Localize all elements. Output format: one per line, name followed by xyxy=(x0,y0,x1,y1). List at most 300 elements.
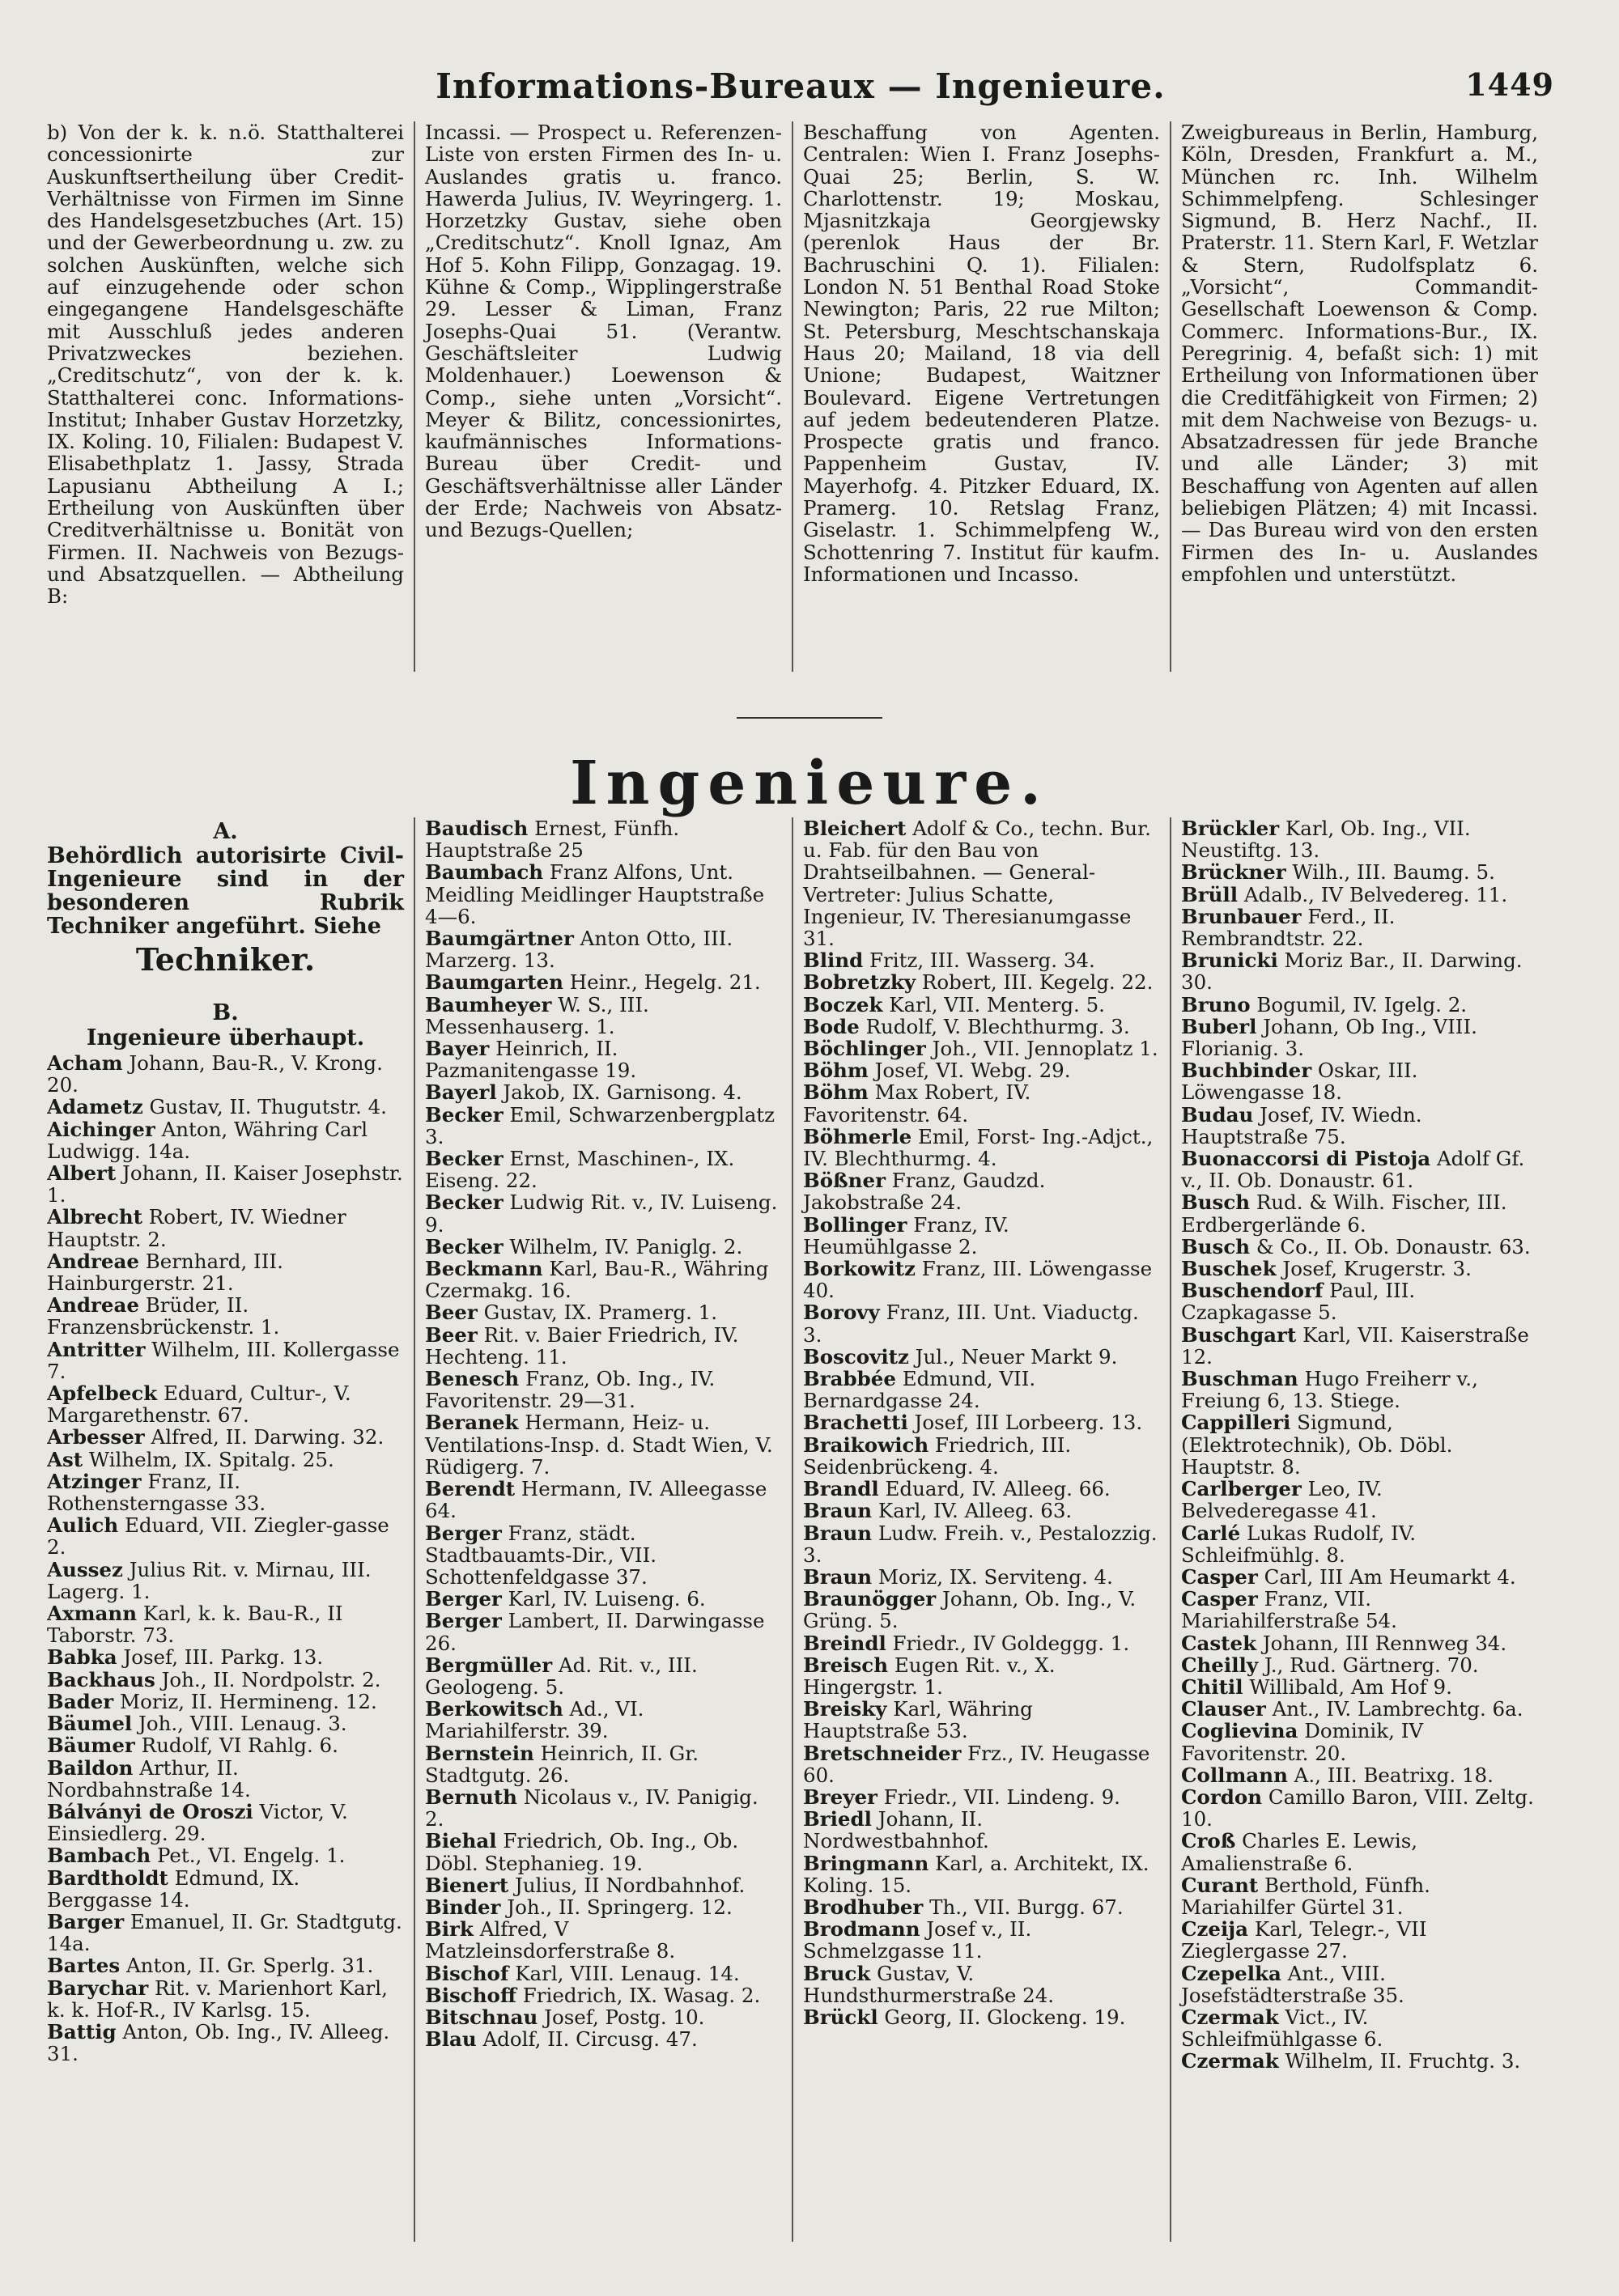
directory-entry xyxy=(803,1566,1160,1588)
entry-list xyxy=(47,1052,404,2065)
entry-details: Frz., IV. Heugasse 60. xyxy=(803,1741,1150,1787)
entry-details: Friedr., VII. Lindeng. 9. xyxy=(877,1785,1120,1809)
entry-name: Bobretzky xyxy=(803,970,916,995)
top-column-2-text: Incassi. — Prospect u. Referenzen-Liste von ersten Firmen des In- u. Auslandes gratis u. franco. Hawerda Julius, IV. Weyringerg. 1. Horzetzky Gustav, siehe oben „Creditschutz“. Knoll Ignaz, Am Hof 5. Kohn Filipp, Gonzagag. 19. Kühne & Comp., Wipplingerstraße 29. Lesser & Liman, Franz Josephs-Quai 51. (Verantw. Geschäftsleiter Ludwig Moldenhauer.) Loewenson & Comp., siehe unten „Vorsicht“. Meyer & Bilitz, concessionirtes, kaufmännisches Informations-Bureau über Credit- und Geschäftsverhältnisse aller Länder der Erde; Nachweis von Absatz- und Bezugs-Quellen; xyxy=(425,121,782,542)
entry-details: Wilhelm, II. Fruchtg. 3. xyxy=(1278,2049,1521,2073)
directory-entry xyxy=(47,1118,404,1162)
directory-entry xyxy=(803,1853,1160,1896)
entry-name: Bardtholdt xyxy=(47,1865,168,1890)
subsection-b-heading: B. xyxy=(212,1000,239,1025)
top-column-2 xyxy=(414,121,792,672)
directory-entry xyxy=(1181,2050,1538,2072)
entry-name: Cappilleri xyxy=(1181,1411,1291,1435)
entry-name: Bernstein xyxy=(425,1741,534,1765)
entry-name: Borovy xyxy=(803,1301,880,1325)
directory-entry xyxy=(803,1963,1160,2006)
entry-name: Bruno xyxy=(1181,992,1251,1016)
entry-details: Anton, II. Gr. Sperlg. 31. xyxy=(120,1954,374,1978)
directory-entry xyxy=(803,1368,1160,1411)
directory-entry xyxy=(803,1896,1160,1918)
directory-entry xyxy=(803,1081,1160,1125)
entry-details: Ad., VI. Mariahilferstr. 39. xyxy=(425,1697,644,1743)
directory-entry xyxy=(47,1514,404,1558)
directory-entry xyxy=(47,1382,404,1426)
entry-details: Adolf & Co., techn. Bur. u. Fab. für den Bau von Drahtseilbahnen. — General-Vertreter: Julius Schatte, Ingenieur, IV. Theresianumgasse 31. xyxy=(803,817,1151,951)
entry-details: Franz, II. Rothensterngasse 33. xyxy=(47,1469,266,1516)
entry-name: Briedl xyxy=(803,1807,872,1831)
entry-details: Johann, Ob. Ing., V. Grüng. 5. xyxy=(803,1587,1137,1633)
entry-name: Bienert xyxy=(425,1873,509,1897)
entry-name: Baildon xyxy=(47,1755,134,1780)
entry-name: Andreae xyxy=(47,1293,139,1318)
entry-details: Emil, Schwarzenbergplatz 3. xyxy=(425,1102,776,1148)
entry-details: Charles E. Lewis, Amalienstraße 6. xyxy=(1181,1829,1418,1875)
entry-name: Bayer xyxy=(425,1037,490,1061)
entry-name: Beer xyxy=(425,1301,478,1325)
entry-details: Sigmund, (Elektrotechnik), Ob. Döbl. Hauptstr. 8. xyxy=(1181,1411,1453,1479)
directory-entry xyxy=(1181,884,1538,906)
section-title: Ingenieure. xyxy=(570,749,1049,818)
entry-name: Borkowitz xyxy=(803,1257,916,1281)
entry-details: Karl, Währing Hauptstraße 53. xyxy=(803,1697,1033,1743)
entry-details: Johann, Ob Ing., VIII. Florianig. 3. xyxy=(1181,1014,1477,1061)
directory-entry xyxy=(425,1610,782,1653)
entry-details: Johann, Bau-R., V. Krong. 20. xyxy=(47,1051,383,1097)
entry-details: Franz, Ob. Ing., IV. Favoritenstr. 29—31. xyxy=(425,1367,716,1413)
entry-details: Heinrich, II. Pazmanitengasse 19. xyxy=(425,1037,637,1083)
top-column-1 xyxy=(47,121,414,672)
entry-details: Franz, städt. Stadtbauamts-Dir., VII. Schottenfeldgasse 37. xyxy=(425,1521,657,1589)
entry-name: Berger xyxy=(425,1609,502,1633)
entry-details: Rud. & Wilh. Fischer, III. Erdbergerlände 6. xyxy=(1181,1190,1507,1237)
entry-name: Becker xyxy=(425,1102,504,1127)
entry-name: Bischof xyxy=(425,1961,509,1985)
entry-name: Bálványi de Oroszi xyxy=(47,1799,253,1823)
entry-details: Franz, VII. Mariahilferstraße 54. xyxy=(1181,1587,1397,1633)
entry-details: Joh., II. Springerg. 12. xyxy=(500,1895,733,1919)
directory-entry xyxy=(47,1954,404,1976)
entry-details: Karl, a. Architekt, IX. Koling. 15. xyxy=(803,1851,1149,1897)
directory-entry xyxy=(47,2021,404,2065)
entry-details: Robert, III. Kegelg. 22. xyxy=(916,970,1154,995)
entry-details: Lukas Rudolf, IV. Schleifmühlg. 8. xyxy=(1181,1521,1416,1567)
entry-details: W. S., III. Messenhauserg. 1. xyxy=(425,992,649,1038)
entry-name: Blind xyxy=(803,949,864,973)
entry-name: Bößner xyxy=(803,1169,886,1193)
entry-details: Karl, IV. Alleeg. 63. xyxy=(872,1499,1073,1523)
entry-details: Josef, III Lorbeerg. 13. xyxy=(907,1411,1143,1435)
entry-details: Fritz, III. Wasserg. 34. xyxy=(863,949,1095,973)
directory-entry xyxy=(47,1052,404,1096)
entry-details: Julius, II Nordbahnhof. xyxy=(508,1873,746,1897)
directory-entry xyxy=(425,1984,782,2006)
entry-name: Busch xyxy=(1181,1234,1251,1258)
entry-details: Eduard, Cultur-, V. Margarethenstr. 67. xyxy=(47,1381,351,1428)
entry-details: Bernhard, III. Hainburgerstr. 21. xyxy=(47,1249,283,1296)
entry-name: Castek xyxy=(1181,1631,1257,1655)
directory-entry xyxy=(425,971,782,993)
entry-name: Böhmerle xyxy=(803,1124,912,1148)
entry-details: Joh., VIII. Lenaug. 3. xyxy=(132,1712,347,1736)
directory-entry xyxy=(1181,1632,1538,1654)
directory-entry xyxy=(425,1786,782,1830)
entry-details: Josef, IV. Wiedn. Hauptstraße 75. xyxy=(1181,1102,1422,1148)
directory-entry xyxy=(803,1169,1160,1213)
entry-name: Bruck xyxy=(803,1961,871,1985)
entry-name: Boscovitz xyxy=(803,1344,909,1369)
directory-entry xyxy=(803,1059,1160,1081)
entry-name: Barychar xyxy=(47,1976,149,2000)
entry-details: Jul., Neuer Markt 9. xyxy=(908,1344,1118,1369)
entry-name: Bayerl xyxy=(425,1080,497,1105)
entry-name: Brodmann xyxy=(803,1917,920,1942)
entry-name: Blau xyxy=(425,2027,477,2052)
directory-entry xyxy=(47,1712,404,1734)
directory-entry xyxy=(1181,1764,1538,1786)
directory-entry xyxy=(425,1301,782,1323)
directory-entry xyxy=(1181,1059,1538,1103)
entry-name: Albrecht xyxy=(47,1205,142,1229)
entry-name: Beer xyxy=(425,1322,478,1347)
entry-details: Karl, Ob. Ing., VII. Neustiftg. 13. xyxy=(1181,817,1471,863)
entry-name: Becker xyxy=(425,1234,504,1258)
directory-entry xyxy=(425,861,782,927)
entry-details: Friedr., IV Goldeggg. 1. xyxy=(886,1631,1130,1655)
entry-details: Franz, Gaudzd. Jakobstraße 24. xyxy=(803,1169,1046,1215)
directory-entry xyxy=(47,1977,404,2021)
directory-entry xyxy=(1181,906,1538,949)
directory-entry xyxy=(803,1522,1160,1566)
directory-entry xyxy=(425,1742,782,1786)
directory-entry xyxy=(803,1016,1160,1038)
entry-name: Binder xyxy=(425,1895,501,1919)
bottom-columns xyxy=(47,817,1548,2242)
directory-entry xyxy=(425,1038,782,1081)
directory-entry xyxy=(47,1250,404,1294)
entry-details: Wilhelm, IV. Paniglg. 2. xyxy=(503,1234,743,1258)
entry-name: Ast xyxy=(47,1447,83,1471)
directory-entry xyxy=(425,1411,782,1478)
entry-details: Josef, Krugerstr. 3. xyxy=(1276,1257,1472,1281)
directory-entry xyxy=(1181,1258,1538,1280)
entry-name: Becker xyxy=(425,1147,504,1171)
entry-name: Bischoff xyxy=(425,1983,516,2007)
entry-details: Jakob, IX. Garnisong. 4. xyxy=(496,1080,742,1105)
directory-entry xyxy=(803,1786,1160,1808)
page-number: 1449 xyxy=(1465,66,1554,103)
entry-details: Carl, III Am Heumarkt 4. xyxy=(1257,1564,1516,1589)
directory-entry xyxy=(803,2006,1160,2028)
bottom-column-1 xyxy=(47,817,414,2242)
entry-details: Friedrich, III. Seidenbrückeng. 4. xyxy=(803,1432,1072,1479)
entry-details: Anton, Ob. Ing., IV. Alleeg. 31. xyxy=(47,2019,390,2066)
directory-entry xyxy=(425,1522,782,1589)
entry-details: J., Rud. Gärtnerg. 70. xyxy=(1258,1653,1479,1677)
entry-details: Gustav, II. Thugutstr. 4. xyxy=(142,1095,387,1119)
directory-entry xyxy=(425,1258,782,1301)
entry-name: Baudisch xyxy=(425,817,529,840)
directory-entry xyxy=(803,949,1160,971)
entry-name: Benesch xyxy=(425,1367,520,1391)
entry-details: Franz, III. Unt. Viaductg. 3. xyxy=(803,1301,1139,1347)
entry-name: Axmann xyxy=(47,1602,138,1626)
entry-details: Emanuel, II. Gr. Stadtgutg. 14a. xyxy=(47,1909,402,1956)
entry-details: Max Robert, IV. Favoritenstr. 64. xyxy=(803,1080,1031,1127)
entry-name: Croß xyxy=(1181,1829,1236,1853)
directory-entry xyxy=(1181,994,1538,1016)
entry-details: Franz, III. Löwengasse 40. xyxy=(803,1257,1153,1303)
entry-name: Berger xyxy=(425,1587,502,1611)
directory-entry xyxy=(425,1368,782,1411)
entry-details: Ernst, Maschinen-, IX. Eiseng. 22. xyxy=(425,1147,735,1193)
entry-name: Biehal xyxy=(425,1829,497,1853)
top-column-4 xyxy=(1170,121,1548,672)
entry-name: Aulich xyxy=(47,1513,119,1538)
entry-name: Berger xyxy=(425,1521,502,1545)
see-also-reference: Techniker. xyxy=(135,941,316,978)
entry-name: Brunicki xyxy=(1181,949,1278,973)
directory-entry xyxy=(47,1691,404,1712)
directory-entry xyxy=(425,1324,782,1368)
entry-details: Wilh., III. Baumg. 5. xyxy=(1285,860,1495,885)
entry-name: Bleichert xyxy=(803,817,907,840)
entry-name: Carlberger xyxy=(1181,1477,1302,1501)
entry-list xyxy=(1181,817,1538,2073)
entry-details: Hugo Freiherr v., Freiung 6, 13. Stiege. xyxy=(1181,1367,1478,1413)
directory-entry xyxy=(425,817,782,861)
entry-details: Heinrich, II. Gr. Stadtgutg. 26. xyxy=(425,1741,699,1787)
entry-name: Clauser xyxy=(1181,1697,1266,1721)
entry-name: Atzinger xyxy=(47,1469,142,1493)
entry-name: Beranek xyxy=(425,1411,519,1435)
directory-entry xyxy=(425,1963,782,1984)
directory-entry xyxy=(47,1646,404,1668)
entry-name: Apfelbeck xyxy=(47,1381,158,1406)
entry-list xyxy=(425,817,782,2050)
directory-entry xyxy=(1181,1104,1538,1148)
entry-name: Buberl xyxy=(1181,1014,1257,1038)
directory-entry xyxy=(425,1698,782,1742)
entry-name: Brodhuber xyxy=(803,1895,924,1919)
entry-name: Acham xyxy=(47,1051,123,1075)
directory-entry xyxy=(47,1426,404,1448)
top-column-3 xyxy=(792,121,1170,672)
directory-entry xyxy=(425,2028,782,2050)
directory-entry xyxy=(1181,1654,1538,1676)
entry-name: Buschendorf xyxy=(1181,1279,1324,1303)
entry-name: Becker xyxy=(425,1190,504,1215)
directory-entry xyxy=(47,1757,404,1801)
entry-name: Böchlinger xyxy=(803,1037,926,1061)
entry-name: Böhm xyxy=(803,1059,869,1083)
entry-name: Aussez xyxy=(47,1557,123,1581)
directory-entry xyxy=(47,1602,404,1646)
entry-details: Leo, IV. Belvederegasse 41. xyxy=(1181,1477,1383,1523)
directory-entry xyxy=(803,1588,1160,1632)
entry-name: Bretschneider xyxy=(803,1741,962,1765)
directory-entry xyxy=(47,1801,404,1844)
entry-name: Breyer xyxy=(803,1785,877,1809)
directory-entry xyxy=(1181,1148,1538,1191)
entry-name: Adametz xyxy=(47,1095,143,1119)
directory-entry xyxy=(1181,2006,1538,2050)
entry-name: Brüll xyxy=(1181,882,1239,906)
directory-entry xyxy=(47,1669,404,1691)
directory-entry xyxy=(47,1294,404,1338)
entry-details: Gustav, V. Hundsthurmerstraße 24. xyxy=(803,1961,1055,2007)
entry-name: Cordon xyxy=(1181,1785,1263,1809)
entry-details: Karl, Bau-R., Währing Czermakg. 16. xyxy=(425,1257,769,1303)
entry-details: Josef, Postg. 10. xyxy=(538,2005,705,2029)
directory-entry xyxy=(1181,861,1538,883)
directory-entry xyxy=(803,1434,1160,1478)
entry-details: Bogumil, IV. Igelg. 2. xyxy=(1250,992,1468,1016)
entry-details: Oskar, III. Löwengasse 18. xyxy=(1181,1059,1418,1105)
entry-details: Ad. Rit. v., III. Geologeng. 5. xyxy=(425,1653,698,1699)
directory-entry xyxy=(1181,1963,1538,2006)
directory-entry xyxy=(425,1830,782,1874)
entry-details: Moriz, IX. Serviteng. 4. xyxy=(872,1564,1113,1589)
entry-name: Battig xyxy=(47,2019,117,2043)
directory-entry xyxy=(425,1478,782,1521)
directory-entry xyxy=(47,1734,404,1756)
entry-details: Moriz, II. Hermineng. 12. xyxy=(113,1689,377,1713)
entry-name: Aichinger xyxy=(47,1117,155,1141)
entry-details: Wilhelm, IX. Spitalg. 25. xyxy=(83,1447,334,1471)
entry-name: Casper xyxy=(1181,1564,1258,1589)
top-columns xyxy=(47,121,1548,672)
entry-name: Baumbach xyxy=(425,860,544,885)
entry-details: Edmund, VII. Bernardgasse 24. xyxy=(803,1367,1036,1413)
directory-entry xyxy=(425,1104,782,1148)
directory-entry xyxy=(803,1742,1160,1786)
entry-details: Nicolaus v., IV. Panigig. 2. xyxy=(425,1785,759,1831)
entry-details: Alfred, II. Darwing. 32. xyxy=(144,1425,385,1449)
entry-name: Czermak xyxy=(1181,2005,1279,2029)
entry-details: Karl, k. k. Bau-R., II Taborstr. 73. xyxy=(47,1602,343,1648)
entry-details: Ernest, Fünfh. Hauptstraße 25 xyxy=(425,817,680,863)
entry-details: Berthold, Fünfh. Mariahilfer Gürtel 31. xyxy=(1181,1873,1430,1919)
entry-name: Braun xyxy=(803,1564,873,1589)
entry-details: Adolf Gf. v., II. Ob. Donaustr. 61. xyxy=(1181,1147,1525,1193)
directory-entry xyxy=(1181,1830,1538,1874)
entry-name: Brandl xyxy=(803,1477,879,1501)
directory-entry xyxy=(425,1191,782,1235)
bottom-column-4 xyxy=(1170,817,1548,2242)
entry-details: Josef, VI. Webg. 29. xyxy=(868,1059,1071,1083)
entry-details: Josef v., II. Schmelzgasse 11. xyxy=(803,1917,1032,1963)
directory-entry xyxy=(1181,817,1538,861)
entry-name: Boczek xyxy=(803,992,883,1016)
directory-entry xyxy=(1181,1588,1538,1632)
entry-name: Collmann xyxy=(1181,1763,1288,1787)
entry-details: Anton Otto, III. Marzerg. 13. xyxy=(425,927,733,973)
entry-name: Breisch xyxy=(803,1653,889,1677)
entry-name: Barger xyxy=(47,1909,125,1933)
directory-entry xyxy=(803,1698,1160,1742)
entry-name: Bäumel xyxy=(47,1712,133,1736)
directory-entry xyxy=(47,1096,404,1118)
entry-details: Lambert, II. Darwingasse 26. xyxy=(425,1609,765,1655)
directory-entry xyxy=(1181,1566,1538,1588)
directory-entry xyxy=(803,1346,1160,1368)
entry-details: Joh., VII. Jennoplatz 1. xyxy=(925,1037,1158,1061)
entry-name: Chitil xyxy=(1181,1674,1243,1699)
directory-entry xyxy=(1181,1411,1538,1478)
entry-details: Ludwig Rit. v., IV. Luiseng. 9. xyxy=(425,1190,778,1237)
entry-details: Hermann, IV. Alleegasse 64. xyxy=(425,1477,767,1523)
entry-name: Coglievina xyxy=(1181,1719,1298,1743)
entry-name: Buschgart xyxy=(1181,1322,1297,1347)
entry-details: Willibald, Am Hof 9. xyxy=(1243,1674,1452,1699)
directory-entry xyxy=(425,1654,782,1698)
directory-entry xyxy=(47,1911,404,1954)
entry-name: Czepelka xyxy=(1181,1961,1281,1985)
entry-name: Birk xyxy=(425,1917,474,1942)
entry-details: Emil, Forst- Ing.-Adjct., IV. Blechthurmg. 4. xyxy=(803,1124,1154,1171)
entry-details: Franz Alfons, Unt. Meidling Meidlinger Hauptstraße 4—6. xyxy=(425,860,765,928)
entry-details: Eugen Rit. v., X. Hingergstr. 1. xyxy=(803,1653,1056,1699)
entry-details: Ant., IV. Lambrechtg. 6a. xyxy=(1265,1697,1523,1721)
entry-name: Baumgärtner xyxy=(425,927,574,951)
directory-entry xyxy=(47,1206,404,1250)
entry-name: Braikowich xyxy=(803,1432,929,1457)
directory-entry xyxy=(803,1632,1160,1654)
directory-entry xyxy=(47,1339,404,1382)
entry-name: Berkowitsch xyxy=(425,1697,563,1721)
entry-name: Budau xyxy=(1181,1102,1254,1127)
entry-name: Baumheyer xyxy=(425,992,552,1016)
entry-name: Bergmüller xyxy=(425,1653,553,1677)
directory-entry xyxy=(1181,1786,1538,1830)
entry-details: Karl, Telegr.-, VII Zieglergasse 27. xyxy=(1181,1917,1427,1963)
entry-name: Albert xyxy=(47,1161,117,1186)
entry-name: Antritter xyxy=(47,1337,146,1361)
directory-entry xyxy=(425,994,782,1038)
subsection-a-heading: A. xyxy=(213,819,238,844)
entry-details: Arthur, II. Nordbahnstraße 14. xyxy=(47,1755,251,1802)
directory-entry xyxy=(1181,1191,1538,1235)
entry-details: Dominik, IV Favoritenstr. 20. xyxy=(1181,1719,1424,1765)
bottom-column-2 xyxy=(414,817,792,2242)
directory-entry xyxy=(425,1236,782,1258)
directory-entry xyxy=(1181,949,1538,993)
entry-list xyxy=(803,817,1160,2028)
entry-name: Bitschnau xyxy=(425,2005,538,2029)
entry-name: Brückler xyxy=(1181,817,1280,840)
directory-entry xyxy=(425,1588,782,1610)
entry-details: Franz, IV. Heumühlgasse 2. xyxy=(803,1212,1009,1258)
entry-name: Bambach xyxy=(47,1844,151,1868)
entry-name: Brachetti xyxy=(803,1411,908,1435)
entry-name: Braunögger xyxy=(803,1587,937,1611)
directory-entry xyxy=(1181,1236,1538,1258)
entry-name: Cheilly xyxy=(1181,1653,1259,1677)
directory-entry xyxy=(425,927,782,971)
section-divider xyxy=(737,717,882,719)
directory-entry xyxy=(803,1126,1160,1169)
entry-name: Bader xyxy=(47,1689,114,1713)
directory-entry xyxy=(1181,1676,1538,1698)
directory-entry xyxy=(803,1918,1160,1962)
directory-entry xyxy=(1181,1698,1538,1720)
directory-entry xyxy=(1181,1522,1538,1566)
entry-details: Eduard, IV. Alleeg. 66. xyxy=(878,1477,1111,1501)
entry-details: Alfred, V Matzleinsdorferstraße 8. xyxy=(425,1917,676,1963)
entry-name: Curant xyxy=(1181,1873,1259,1897)
directory-entry xyxy=(1181,1280,1538,1323)
entry-details: Adolf, II. Circusg. 47. xyxy=(476,2027,698,2052)
